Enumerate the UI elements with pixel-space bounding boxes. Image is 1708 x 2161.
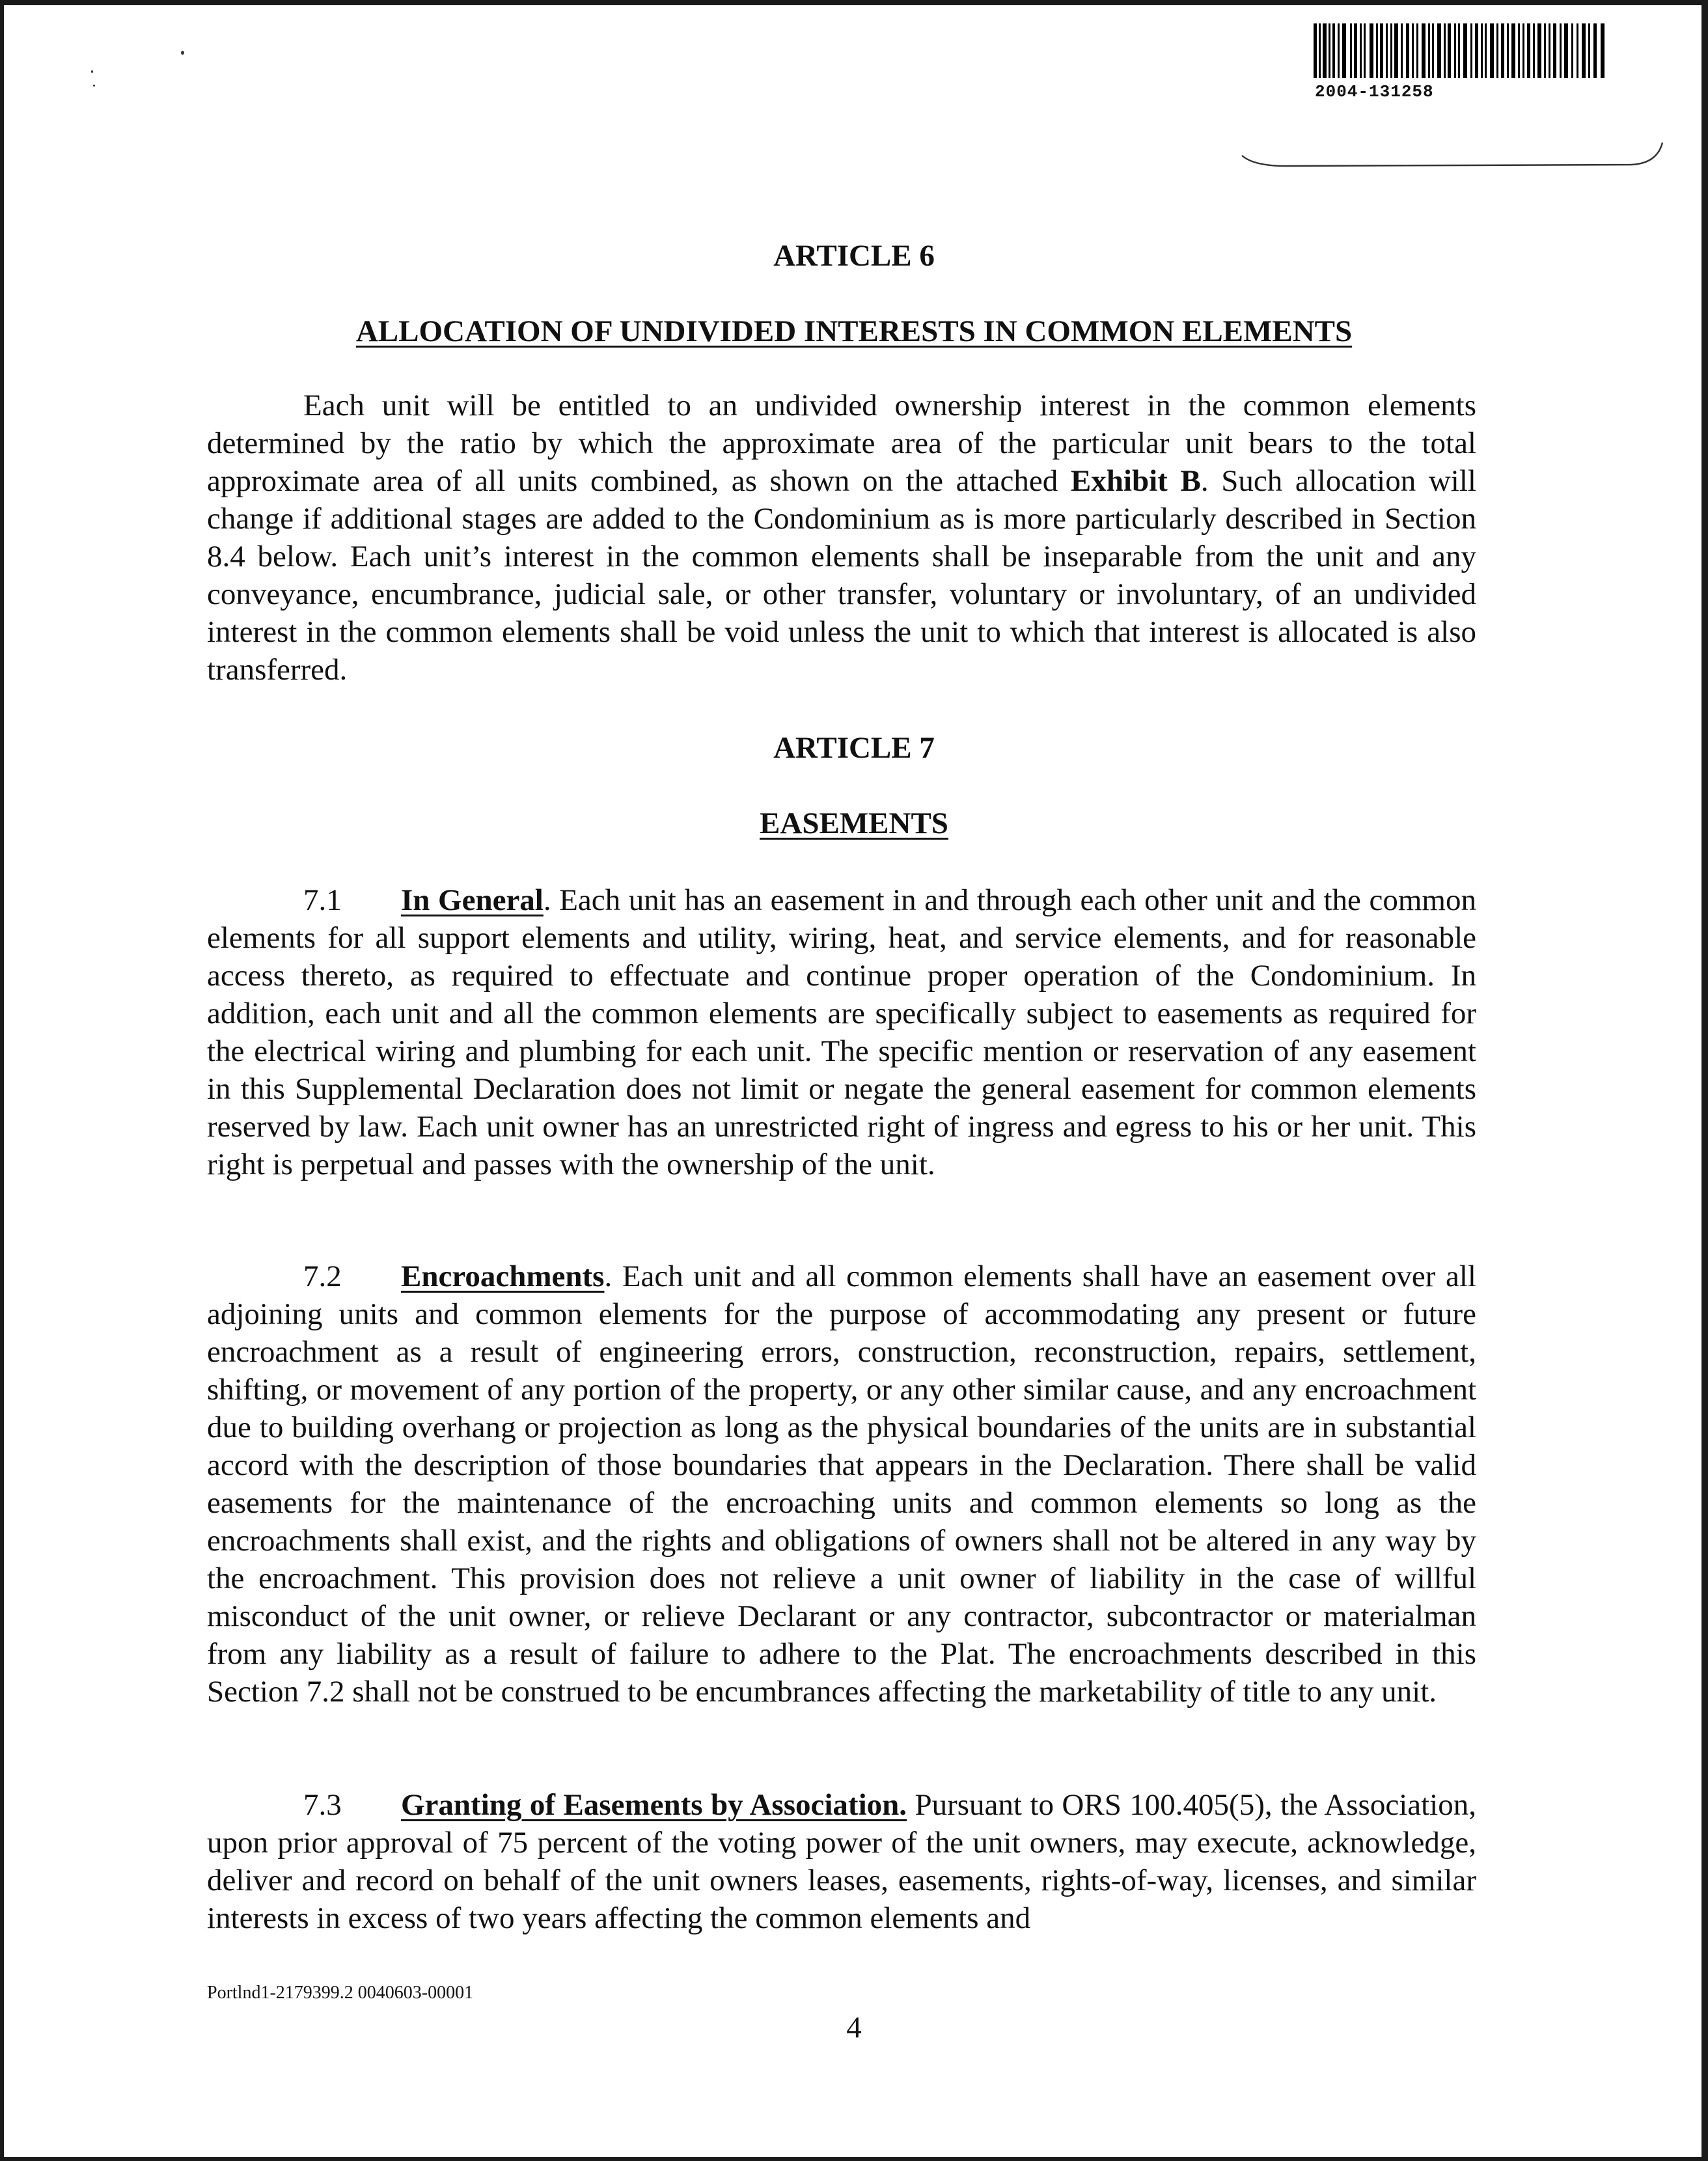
article-6-heading: ARTICLE 6 bbox=[773, 239, 935, 273]
section-text: . Each unit and all common elements shall have an easement over all adjoining units and common elements for the purpose of accommodating any present or future encroachment as a result of engineering errors, construction, reconstruction, repairs, settlement, shifting, or movement of any portion of the property, or any other similar cause, and any encroachment due to building overhang or projection as long as the physical boundaries of the units are in substantial accord with the description of those boundaries that appears in the Declaration. There shall be valid easements for the maintenance of the encroaching units and common elements so long as the encroachments shall exist, and the rights and obligations of owners shall not be altered in any way by the encroachment. This provision does not relieve a unit owner of liability in the case of willful misconduct of the unit owner, or relieve Declarant or any contractor, subcontractor or materialman from any liability as a result of failure to adhere to the Plat. The encroachments described in this Section 7.2 shall not be construed to be encumbrances affecting the marketability of title to any unit. bbox=[207, 1259, 1476, 1709]
section-text: Pursuant to ORS 100.405(5), the Association, upon prior approval of 75 percent of the voting power of the unit owners, may execute, acknowledge, deliver and record on behalf of the unit owners leases, easements, rights-of-way, licenses, and similar interests in excess of two years affecting the common elements and bbox=[207, 1788, 1476, 1935]
article-7-heading: ARTICLE 7 bbox=[773, 731, 935, 765]
article-6-text-part1: Each unit will be entitled to an undivided ownership interest in the common elements determined by the ratio by which the approximate area of the particular unit bears to the total approximate area of all units combined, as shown on the attached bbox=[207, 389, 1476, 498]
scan-speck bbox=[181, 51, 184, 55]
scan-speck bbox=[93, 85, 95, 87]
page-number: 4 bbox=[846, 2011, 862, 2044]
article-6-title: ALLOCATION OF UNDIVIDED INTERESTS IN COMMON ELEMENTS bbox=[355, 314, 1353, 348]
section-text: . Each unit has an easement in and through each other unit and the common elements for all support elements and utility, wiring, heat, and service elements, and for reasonable access thereto, as required to effectuate and continue proper operation of the Condominium. In addition, each unit and all the common elements are specifically subject to easements as required for the electrical wiring and plumbing for each unit. The specific mention or reservation of any easement in this Supplemental Declaration does not limit or negate the general easement for common elements reserved by law. Each unit owner has an unrestricted right of ingress and egress to his or her unit. This right is perpetual and passes with the ownership of the unit. bbox=[207, 883, 1476, 1181]
section-title: Granting of Easements by Association. bbox=[401, 1788, 907, 1822]
article-7-title: EASEMENTS bbox=[760, 806, 948, 840]
section-7-1-paragraph bbox=[207, 881, 1476, 1183]
exhibit-reference: Exhibit B bbox=[1070, 464, 1201, 498]
section-number: 7.1 bbox=[303, 883, 342, 917]
section-number: 7.3 bbox=[303, 1788, 342, 1822]
article-6-paragraph bbox=[207, 387, 1476, 689]
recording-line bbox=[1241, 140, 1664, 172]
section-number: 7.2 bbox=[303, 1259, 342, 1293]
section-7-3-paragraph bbox=[207, 1786, 1476, 1937]
section-title: Encroachments bbox=[401, 1259, 605, 1293]
section-7-2-paragraph bbox=[207, 1258, 1476, 1711]
barcode-image bbox=[1314, 23, 1606, 78]
barcode-number: 2004-131258 bbox=[1315, 82, 1434, 102]
footer-document-id: Portlnd1-2179399.2 0040603-00001 bbox=[207, 1983, 474, 2003]
section-title: In General bbox=[401, 883, 544, 917]
scan-speck bbox=[91, 70, 93, 73]
article-6-text-part2: . Such allocation will change if additional stages are added to the Condominium as is more particularly described in Section 8.4 below. Each unit’s interest in the common elements shall be inseparable from the unit and any conveyance, encumbrance, judicial sale, or other transfer, voluntary or involuntary, of an undivided interest in the common elements shall be void unless the unit to which that interest is allocated is also transferred. bbox=[207, 464, 1476, 687]
